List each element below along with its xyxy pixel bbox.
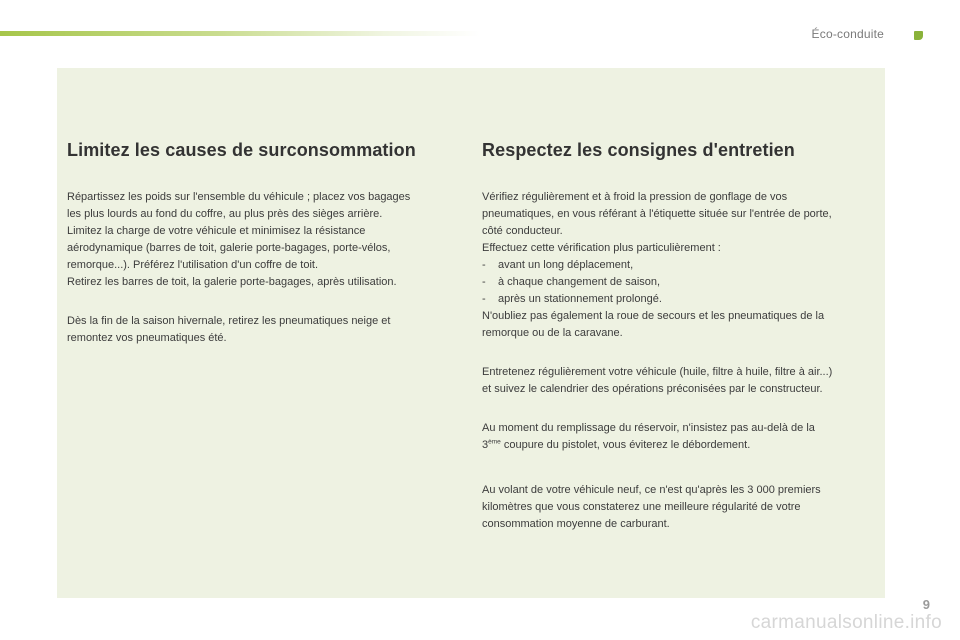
text-line: aérodynamique (barres de toit, galerie porte-bagages, porte-vélos, (67, 242, 391, 254)
header-accent-bar (0, 31, 480, 36)
section-marker-icon (914, 31, 923, 40)
left-column (67, 140, 463, 347)
text-line: Répartissez les poids sur l'ensemble du véhicule ; placez vos bagages (67, 191, 411, 203)
ordinal-number: 3 (482, 439, 489, 451)
text-line: Au moment du remplissage du réservoir, n'insistez pas au-delà de la (482, 422, 815, 434)
text-fragment: coupure du pistolet, vous éviterez le débordement. (500, 439, 751, 451)
text-line: remorque...). Préférez l'utilisation d'un coffre de toit. (67, 259, 319, 271)
text-line: Retirez les barres de toit, la galerie porte-bagages, après utilisation. (67, 276, 397, 288)
bullet-item (482, 291, 878, 308)
left-paragraph-2 (67, 313, 463, 347)
text-line (482, 437, 878, 454)
bullet-text: après un stationnement prolongé. (498, 293, 662, 305)
right-paragraph-2 (482, 364, 878, 398)
right-heading: Respectez les consignes d'entretien (482, 140, 795, 160)
text-line: Limitez la charge de votre véhicule et minimisez la résistance (67, 225, 366, 237)
text-line: pneumatiques, en vous référant à l'étiquette située sur l'entrée de porte, (482, 208, 832, 220)
text-line: et suivez le calendrier des opérations préconisées par le constructeur. (482, 383, 823, 395)
text-line: Dès la fin de la saison hivernale, retirez les pneumatiques neige et (67, 315, 391, 327)
bullet-dash: - (482, 259, 486, 271)
text-line: remorque ou de la caravane. (482, 327, 623, 339)
right-paragraph-4 (482, 482, 878, 533)
text-line: Entretenez régulièrement votre véhicule (huile, filtre à huile, filtre à air...) (482, 366, 833, 378)
text-line: Vérifiez régulièrement et à froid la pression de gonflage de vos (482, 191, 788, 203)
text-line: kilomètres que vous constaterez une meilleure régularité de votre (482, 501, 801, 513)
text-line: remontez vos pneumatiques été. (67, 332, 227, 344)
text-line: Au volant de votre véhicule neuf, ce n'est qu'après les 3 000 premiers (482, 484, 821, 496)
bullet-item (482, 274, 878, 291)
left-heading: Limitez les causes de surconsommation (67, 140, 416, 160)
text-line: côté conducteur. (482, 225, 563, 237)
watermark: carmanualsonline.info (750, 612, 942, 633)
ordinal-suffix: ème (488, 438, 501, 446)
text-line: consommation moyenne de carburant. (482, 518, 670, 530)
bullet-dash: - (482, 276, 486, 288)
bullet-text: à chaque changement de saison, (498, 276, 661, 288)
text-line: Effectuez cette vérification plus particulièrement : (482, 242, 721, 254)
text-line: N'oubliez pas également la roue de secours et les pneumatiques de la (482, 310, 825, 322)
right-paragraph-3 (482, 420, 878, 454)
left-paragraph-1 (67, 189, 463, 291)
section-title: Éco-conduite (811, 27, 884, 41)
bullet-text: avant un long déplacement, (498, 259, 634, 271)
content-panel (57, 68, 885, 598)
bullet-dash: - (482, 293, 486, 305)
right-column (482, 140, 878, 533)
right-paragraph-1 (482, 189, 878, 342)
page-number: 9 (922, 597, 930, 612)
text-line: les plus lourds au fond du coffre, au plus près des sièges arrière. (67, 208, 383, 220)
bullet-item (482, 257, 878, 274)
